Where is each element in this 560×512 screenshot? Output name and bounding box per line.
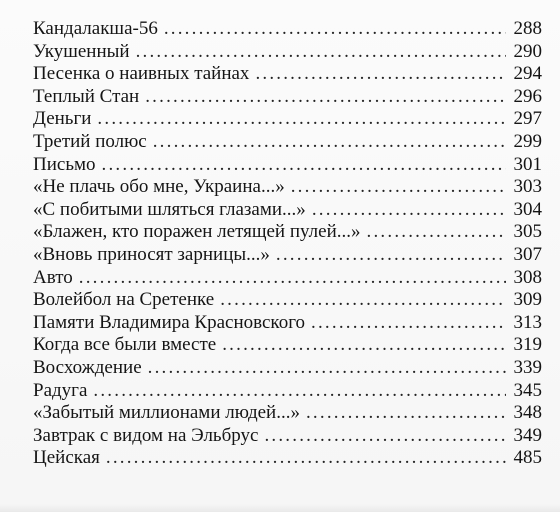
page-number: 304 bbox=[513, 198, 542, 220]
dot-leader bbox=[164, 18, 506, 41]
entry-title: Волейбол на Сретенке bbox=[33, 289, 215, 311]
toc-entry bbox=[33, 334, 542, 357]
dot-leader bbox=[148, 357, 506, 380]
dot-leader bbox=[93, 380, 506, 403]
dot-leader bbox=[367, 221, 506, 244]
entry-title: Деньги bbox=[33, 108, 92, 130]
page-number: 301 bbox=[513, 153, 542, 175]
page-number: 319 bbox=[513, 334, 542, 356]
page-number: 297 bbox=[513, 108, 542, 130]
toc-entry bbox=[33, 447, 542, 470]
entry-title: Укушенный bbox=[33, 40, 130, 62]
dot-leader bbox=[153, 131, 506, 154]
toc-entry bbox=[33, 357, 542, 380]
entry-title: «Забытый миллионами людей...» bbox=[33, 402, 300, 424]
page-number: 313 bbox=[513, 311, 542, 333]
dot-leader bbox=[145, 86, 506, 109]
dot-leader bbox=[276, 244, 506, 267]
page-number: 305 bbox=[513, 221, 542, 243]
entry-title: Цейская bbox=[33, 447, 100, 469]
dot-leader bbox=[312, 199, 506, 222]
toc-entry bbox=[33, 63, 542, 86]
toc-entry bbox=[33, 108, 542, 131]
page-number: 348 bbox=[513, 402, 542, 424]
page-number: 299 bbox=[513, 130, 542, 152]
dot-leader bbox=[306, 402, 506, 425]
table-of-contents bbox=[33, 18, 542, 470]
dot-leader bbox=[136, 41, 506, 64]
toc-entry bbox=[33, 131, 542, 154]
toc-entry bbox=[33, 380, 542, 403]
dot-leader bbox=[79, 267, 506, 290]
dot-leader bbox=[264, 425, 506, 448]
dot-leader bbox=[102, 154, 506, 177]
entry-title: Авто bbox=[33, 266, 73, 288]
entry-title: «Блажен, кто поражен летящей пулей...» bbox=[33, 221, 361, 243]
toc-entry bbox=[33, 289, 542, 312]
entry-title: «Не плачь обо мне, Украина...» bbox=[33, 176, 285, 198]
entry-title: Радуга bbox=[33, 379, 88, 401]
entry-title: Когда все были вместе bbox=[33, 334, 217, 356]
toc-entry bbox=[33, 86, 542, 109]
toc-entry bbox=[33, 402, 542, 425]
toc-entry bbox=[33, 267, 542, 290]
page-number: 308 bbox=[513, 266, 542, 288]
dot-leader bbox=[291, 176, 506, 199]
dot-leader bbox=[97, 108, 506, 131]
page-number: 309 bbox=[513, 289, 542, 311]
toc-entry bbox=[33, 176, 542, 199]
entry-title: Памяти Владимира Красновского bbox=[33, 311, 306, 333]
entry-title: «С побитыми шляться глазами...» bbox=[33, 198, 306, 220]
toc-entry bbox=[33, 221, 542, 244]
dot-leader bbox=[255, 63, 506, 86]
page-number: 296 bbox=[513, 85, 542, 107]
page-number: 290 bbox=[513, 40, 542, 62]
page-number: 307 bbox=[513, 243, 542, 265]
entry-title: «Вновь приносят зарницы...» bbox=[33, 243, 270, 265]
entry-title: Завтрак с видом на Эльбрус bbox=[33, 424, 259, 446]
entry-title: Письмо bbox=[33, 153, 96, 175]
toc-entry bbox=[33, 41, 542, 64]
page-number: 288 bbox=[513, 18, 542, 39]
dot-leader bbox=[106, 447, 506, 470]
toc-entry bbox=[33, 199, 542, 222]
entry-title: Третий полюс bbox=[33, 130, 147, 152]
dot-leader bbox=[222, 334, 506, 357]
toc-entry bbox=[33, 312, 542, 335]
dot-leader bbox=[311, 312, 506, 335]
page-number: 349 bbox=[513, 424, 542, 446]
page-number: 345 bbox=[513, 379, 542, 401]
page-edge-shadow bbox=[0, 504, 560, 512]
page-number: 303 bbox=[513, 176, 542, 198]
entry-title: Теплый Стан bbox=[33, 85, 140, 107]
entry-title: Песенка о наивных тайнах bbox=[33, 63, 250, 85]
entry-title: Кандалакша-56 bbox=[33, 18, 158, 39]
entry-title: Восхождение bbox=[33, 356, 142, 378]
page-number: 294 bbox=[513, 63, 542, 85]
toc-entry bbox=[33, 154, 542, 177]
page-number: 485 bbox=[513, 447, 542, 469]
toc-entry bbox=[33, 244, 542, 267]
toc-entry bbox=[33, 425, 542, 448]
toc-entry bbox=[33, 18, 542, 41]
page-number: 339 bbox=[513, 356, 542, 378]
dot-leader bbox=[220, 289, 506, 312]
